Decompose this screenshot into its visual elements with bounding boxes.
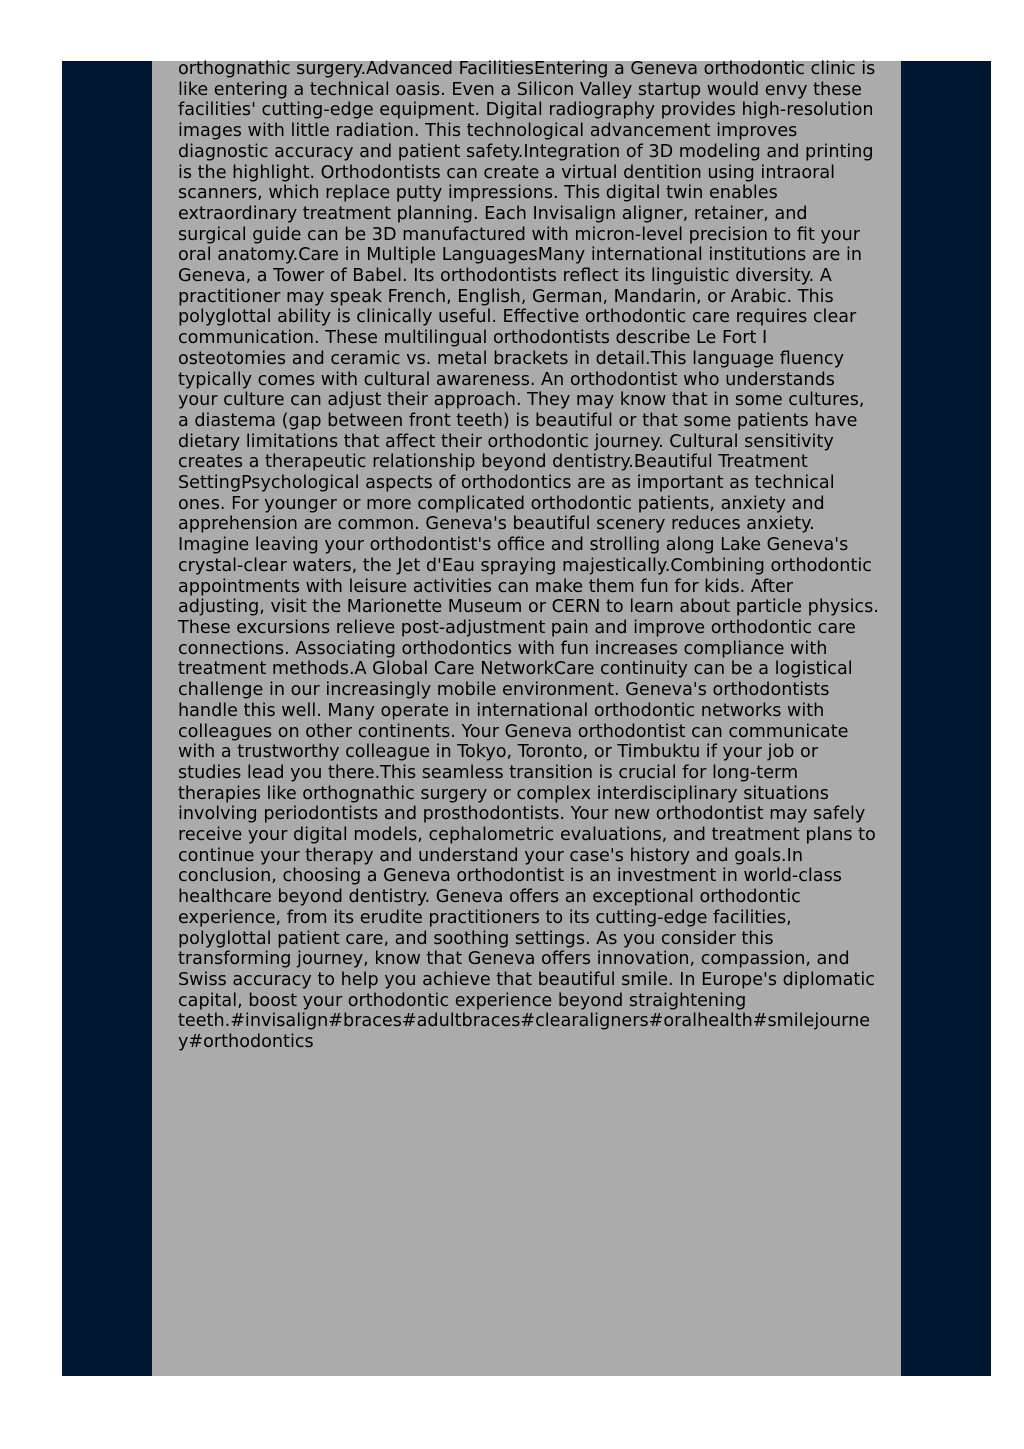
content-panel: [152, 61, 901, 1376]
article-body-text: orthognathic surgery.Advanced FacilitiesEntering a Geneva orthodontic clinic is like entering a technical oasis. Even a Silicon Valley startup would envy these facilities' cutting-edge equipment. Digital radiography provides high-resolution images with little radiation. This technological advancement improves diagnostic accuracy and patient safety.Integration of 3D modeling and printing is the highlight. Orthodontists can create a virtual dentition using intraoral scanners, which replace putty impressions. This digital twin enables extraordinary treatment planning. Each Invisalign aligner, retainer, and surgical guide can be 3D manufactured with micron-level precision to fit your oral anatomy.Care in Multiple LanguagesMany international institutions are in Geneva, a Tower of Babel. Its orthodontists reflect its linguistic diversity. A practitioner may speak French, English, German, Mandarin, or Arabic. This polyglottal ability is clinically useful. Effective orthodontic care requires clear communication. These multilingual orthodontists describe Le Fort I osteotomies and ceramic vs. metal brackets in detail.This language fluency typically comes with cultural awareness. An orthodontist who understands your culture can adjust their approach. They may know that in some cultures, a diastema (gap between front teeth) is beautiful or that some patients have dietary limitations that affect their orthodontic journey. Cultural sensitivity creates a therapeutic relationship beyond dentistry.Beautiful Treatment SettingPsychological aspects of orthodontics are as important as technical ones. For younger or more complicated orthodontic patients, anxiety and apprehension are common. Geneva's beautiful scenery reduces anxiety. Imagine leaving your orthodontist's office and strolling along Lake Geneva's crystal-clear waters, the Jet d'Eau spraying majestically.Combining orthodontic appointments with leisure activities can make them fun for kids. After adjusting, visit the Marionette Museum or CERN to learn about particle physics. These excursions relieve post-adjustment pain and improve orthodontic care connections. Associating orthodontics with fun increases compliance with treatment methods.A Global Care NetworkCare continuity can be a logistical challenge in our increasingly mobile environment. Geneva's orthodontists handle this well. Many operate in international orthodontic networks with colleagues on other continents. Your Geneva orthodontist can communicate with a trustworthy colleague in Tokyo, Toronto, or Timbuktu if your job or studies lead you there.This seamless transition is crucial for long-term therapies like orthognathic surgery or complex interdisciplinary situations involving periodontists and prosthodontists. Your new orthodontist may safely receive your digital models, cephalometric evaluations, and treatment plans to continue your therapy and understand your case's history and goals.In conclusion, choosing a Geneva orthodontist is an investment in world-class healthcare beyond dentistry. Geneva offers an exceptional orthodontic experience, from its erudite practitioners to its cutting-edge facilities, polyglottal patient care, and soothing settings. As you consider this transforming journey, know that Geneva offers innovation, compassion, and Swiss accuracy to help you achieve that beautiful smile. In Europe's diplomatic capital, boost your orthodontic experience beyond straightening teeth.#invisalign#braces#adultbraces#clearaligners#oralhealth#smilejourney#orthodontics: [178, 59, 879, 1053]
document-page: [62, 61, 991, 1376]
